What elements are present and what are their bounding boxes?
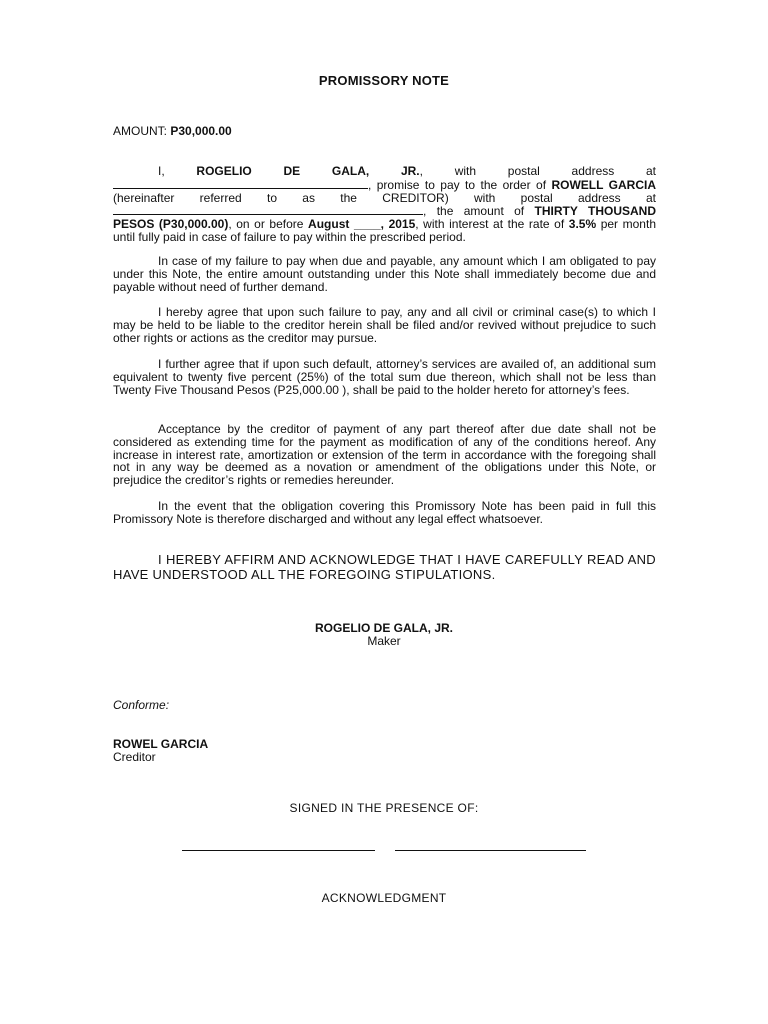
postal-address-blank-1 bbox=[113, 178, 368, 189]
maker-signature-role: Maker bbox=[367, 634, 401, 648]
witness-signature-line-2 bbox=[395, 850, 586, 851]
paragraph-acceptance-text: Acceptance by the creditor of payment of any part thereof after due date shall not be considered as extending time for the payment as modification of any of the conditions hereof. Any increase in interest rate, amortization or extension of the term in accordance with the foregoing shall not in any way be deemed as a novation or amendment of the obligations under this Note, or prejudice the creditor’s rights or remedies hereunder. bbox=[113, 422, 656, 488]
amount-label: AMOUNT: bbox=[113, 124, 171, 138]
maker-name-inline: ROGELIO DE GALA, JR. bbox=[196, 164, 420, 178]
maker-signature-name: ROGELIO DE GALA, JR. bbox=[314, 621, 453, 635]
conforme-label: Conforme: bbox=[113, 698, 170, 712]
amount-value: P30,000.00 bbox=[170, 124, 232, 138]
paragraph-discharge-text: In the event that the obligation covering this Promissory Note has been paid in full this Promissory Note is therefore discharged and without any legal effect whatsoever. bbox=[113, 499, 656, 526]
creditor-name-inline: ROWELL GARCIA bbox=[551, 177, 656, 192]
witness-signature-line-1 bbox=[182, 850, 375, 851]
p1-text-7: , with interest at the rate of bbox=[415, 217, 569, 232]
due-date: August ____, 2015 bbox=[308, 217, 416, 232]
p1-text-2: , with postal address at bbox=[419, 164, 656, 178]
paragraph-terms bbox=[113, 165, 656, 244]
paragraph-attorney-fees bbox=[113, 358, 656, 396]
presence-label: SIGNED IN THE PRESENCE OF: bbox=[289, 801, 479, 815]
paragraph-default bbox=[113, 255, 656, 293]
paragraph-cases-text: I hereby agree that upon such failure to pay, any and all civil or criminal case(s) to which I may be held to be liable to the creditor herein shall be filed and/or revived without prejudice to such other rights or actions as the creditor may pursue. bbox=[113, 305, 656, 345]
p1-text-6: , on or before bbox=[228, 217, 309, 232]
amount-line bbox=[113, 124, 232, 138]
interest-rate: 3.5% bbox=[568, 217, 597, 232]
p1-text-8: per month until fully paid in case of failure to pay within the prescribed period. bbox=[113, 217, 656, 244]
creditor-signature-role: Creditor bbox=[113, 750, 156, 764]
amount-in-words: THIRTY THOUSAND PESOS (P30,000.00) bbox=[113, 204, 656, 232]
paragraph-cases bbox=[113, 306, 656, 344]
p1-text-1: I, bbox=[158, 164, 197, 178]
affirmation-text: I HEREBY AFFIRM AND ACKNOWLEDGE THAT I HAVE CAREFULLY READ AND HAVE UNDERSTOOD ALL THE FOREGOING STIPULATIONS. bbox=[113, 552, 656, 582]
p1-text-5: , the amount of bbox=[423, 204, 535, 219]
paragraph-default-text: In case of my failure to pay when due and payable, any amount which I am obligated to pay under this Note, the entire amount outstanding under this Note shall immediately become due and payable without need of further demand. bbox=[113, 254, 656, 294]
postal-address-blank-2 bbox=[113, 204, 423, 215]
p1-text-3: , promise to pay to the order of bbox=[368, 177, 552, 192]
creditor-signature-name: ROWEL GARCIA bbox=[113, 737, 209, 751]
document-title: PROMISSORY NOTE bbox=[318, 73, 450, 88]
paragraph-discharge bbox=[113, 500, 656, 526]
affirmation-block bbox=[113, 552, 656, 582]
paragraph-attorney-fees-text: I further agree that if upon such default, attorney’s services are availed of, an additional sum equivalent to twenty five percent (25%) of the total sum due thereon, which shall not be less than Twenty Five Thousand Pesos (P25,000.00 ), shall be paid to the holder hereto for attorney’s fees. bbox=[113, 357, 656, 397]
paragraph-acceptance bbox=[113, 423, 656, 487]
p1-text-4: (hereinafter referred to as the CREDITOR) with postal address at bbox=[113, 190, 656, 205]
acknowledgment-heading: ACKNOWLEDGMENT bbox=[321, 891, 447, 905]
